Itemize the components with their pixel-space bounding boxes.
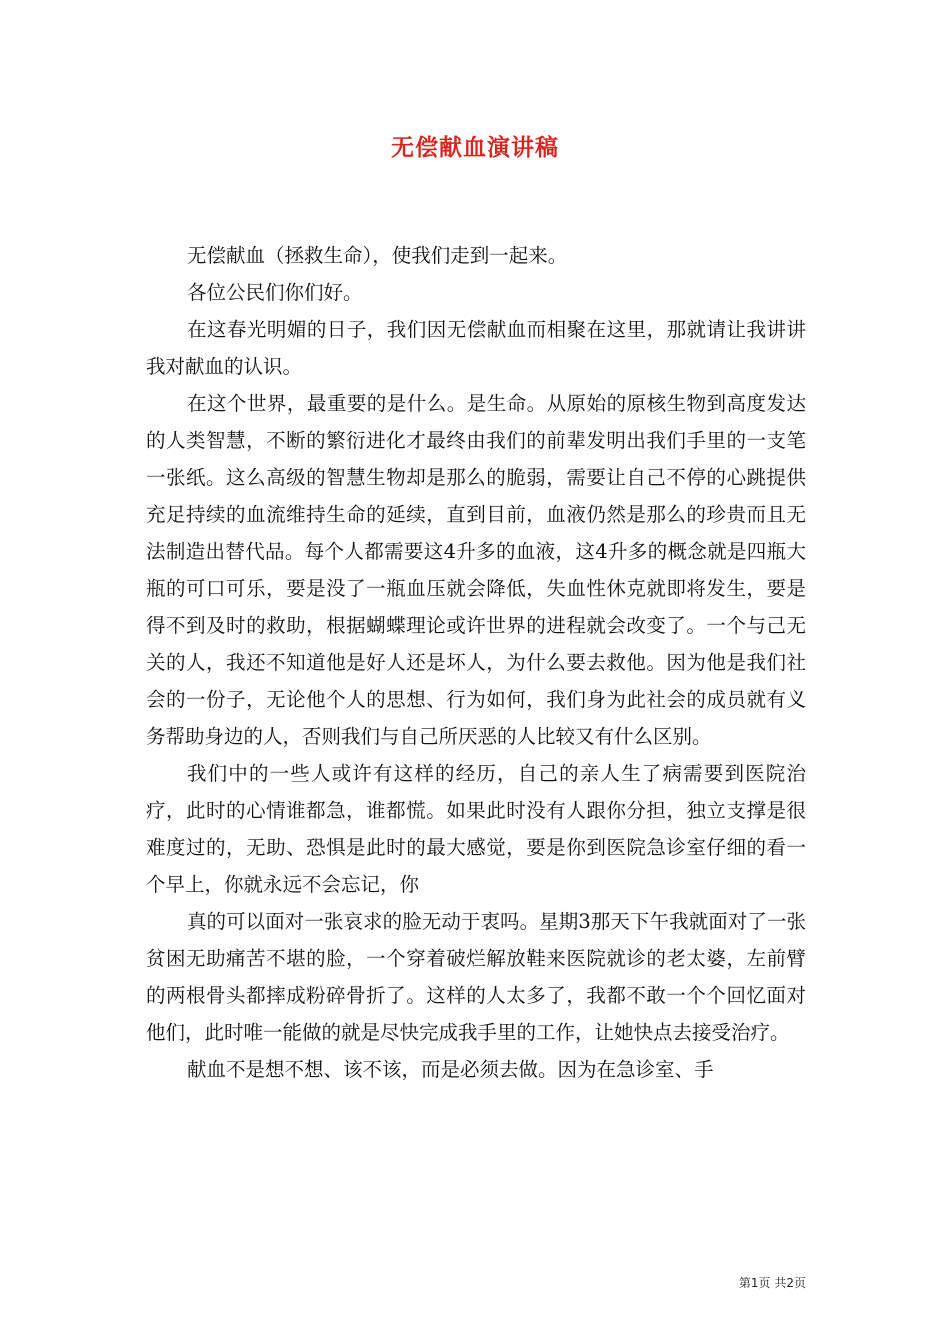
paragraph-2: 各位公民们你们好。 bbox=[186, 281, 363, 304]
paragraph-1: 无偿献血（拯救生命），使我们走到一起来。 bbox=[186, 244, 568, 267]
page-number-footer: 第1页 共2页 bbox=[738, 1276, 806, 1290]
paragraph-4: 在这个世界，最重要的是什么。是生命。从原始的原核生物到高度发达的人类智慧，不断的繁衍进化才最终由我们的前辈发明出我们手里的一支笔一张纸。这么高级的智慧生物却是那么的脆弱，需要让自己不停的心跳提供充足持续的血流维持生命的延续，直到目前，血液仍然是那么的珍贵而且无法制造出替代品。每个人都需要这4升多的血液，这4升多的概念就是四瓶大瓶的可口可乐，要是没了一瓶血压就会降低，失血性休克就即将发生，要是得不到及时的救助，根据蝴蝶理论或许世界的进程就会改变了。一个与己无关的人，我还不知道他是好人还是坏人，为什么要去救他。因为他是我们社会的一份子，无论他个人的思想、行为如何，我们身为此社会的成员就有义务帮助身边的人，否则我们与自己所厌恶的人比较又有什么区别。 bbox=[146, 392, 806, 748]
document-title: 无偿献血演讲稿 bbox=[391, 134, 559, 161]
paragraph-6: 真的可以面对一张哀求的脸无动于衷吗。星期3那天下午我就面对了一张贫困无助痛苦不堪的脸，一个穿着破烂解放鞋来医院就诊的老太婆，左前臂的两根骨头都摔成粉碎骨折了。这样的人太多了，我都不敢一个个回忆面对他们，此时唯一能做的就是尽快完成我手里的工作，让她快点去接受治疗。 bbox=[146, 910, 806, 1044]
document-body bbox=[146, 237, 806, 1088]
paragraph-7: 献血不是想不想、该不该，而是必须去做。因为在急诊室、手 bbox=[186, 1058, 714, 1081]
paragraph-5: 我们中的一些人或许有这样的经历，自己的亲人生了病需要到医院治疗，此时的心情谁都急，谁都慌。如果此时没有人跟你分担，独立支撑是很难度过的，无助、恐惧是此时的最大感觉，要是你到医院急诊室仔细的看一个早上，你就永远不会忘记，你 bbox=[146, 762, 806, 896]
paragraph-3: 在这春光明媚的日子，我们因无偿献血而相聚在这里，那就请让我讲讲我对献血的认识。 bbox=[146, 318, 806, 378]
